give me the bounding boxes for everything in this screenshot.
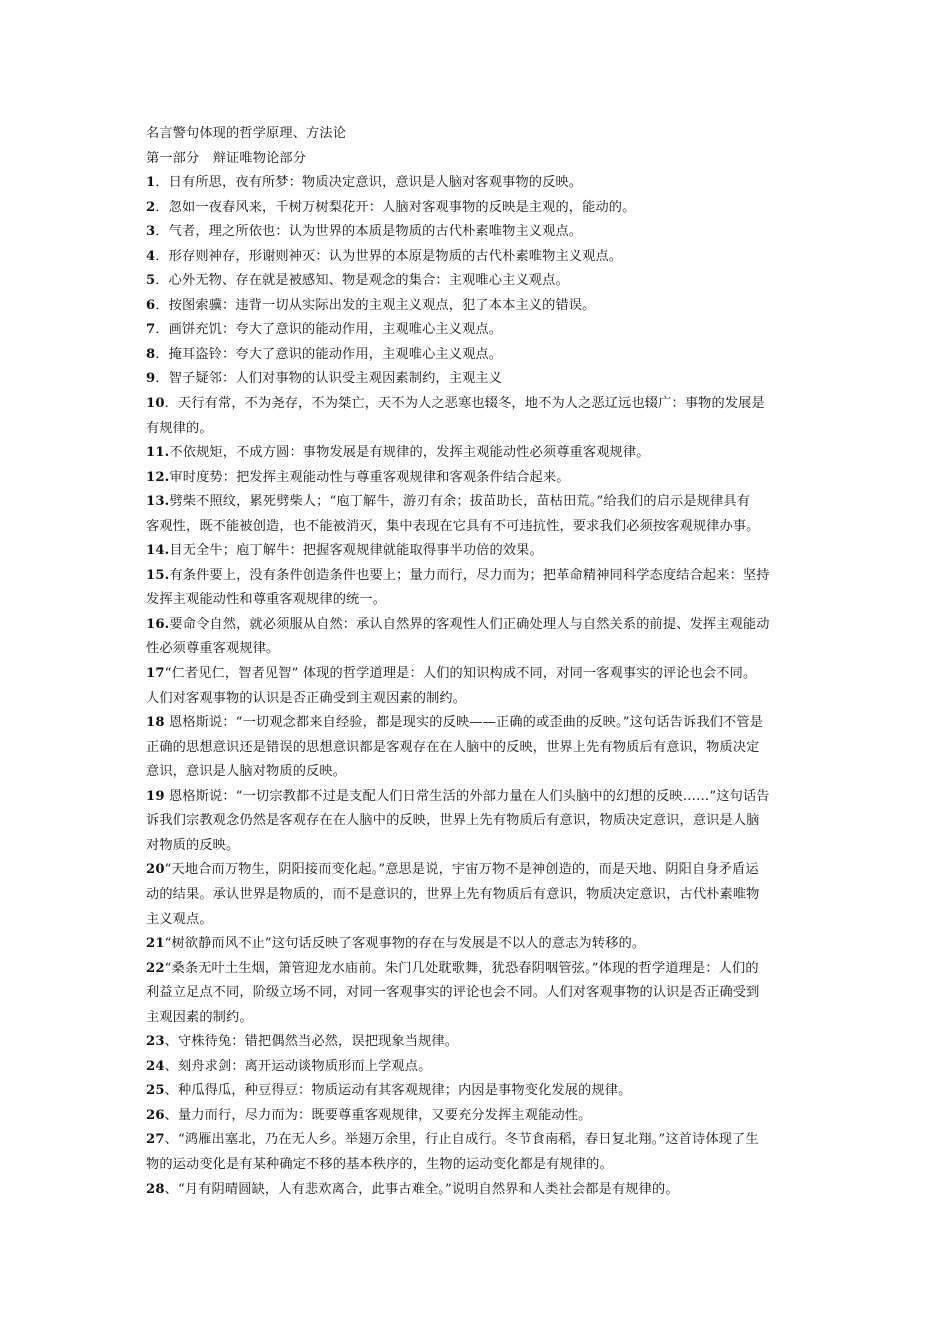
text-line xyxy=(146,245,814,270)
text-line xyxy=(146,662,814,687)
item-number: 6 xyxy=(146,297,156,313)
item-text: ．气者，理之所依也：认为世界的本质是物质的古代朴素唯物主义观点。 xyxy=(155,224,583,240)
item-text: 、“鸿雁出塞北，乃在无人乡。举翅万余里，行止自成行。冬节食南稻，春日复北翔。”这首诗体现了生 xyxy=(164,1132,759,1148)
item-text: “天地合而万物生，阴阳接而变化起。”意思是说，宇宙万物不是神创造的，而是天地、阴阳自身矛盾运 xyxy=(164,862,759,878)
text-line xyxy=(146,441,814,466)
text-line xyxy=(146,760,814,785)
item-number: 19 xyxy=(146,788,165,804)
item-text: “树欲静而风不止”这句话反映了客观事物的存在与发展是不以人的意志为转移的。 xyxy=(164,936,646,952)
text-line xyxy=(146,687,814,712)
item-text: 性必须尊重客观规律。 xyxy=(146,641,280,657)
text-line xyxy=(146,957,814,982)
text-line xyxy=(146,196,814,221)
text-line xyxy=(146,294,814,319)
text-line xyxy=(146,1006,814,1031)
text-line xyxy=(146,1153,814,1178)
item-number: 5 xyxy=(146,273,156,289)
text-line xyxy=(146,564,814,589)
text-line xyxy=(146,809,814,834)
text-line xyxy=(146,1128,814,1153)
text-line xyxy=(146,1178,814,1203)
text-line xyxy=(146,785,814,810)
item-number: 26 xyxy=(146,1107,165,1123)
item-text: ．智子疑邻：人们对事物的认识受主观因素制约，主观主义 xyxy=(155,371,503,387)
item-text: 诉我们宗教观念仍然是客观存在在人脑中的反映，世界上先有物质后有意识，物质决定意识，意识是人脑 xyxy=(146,813,760,829)
item-text: 对物质的反映。 xyxy=(146,837,240,853)
item-number: 21 xyxy=(146,936,165,952)
text-line xyxy=(146,1055,814,1080)
item-text: ．掩耳盗铃：夸大了意识的能动作用，主观唯心主义观点。 xyxy=(155,346,503,362)
text-line xyxy=(146,1079,814,1104)
text-line xyxy=(146,417,814,442)
item-text: 、“月有阴晴圆缺，人有悲欢离合，此事古难全。”说明自然界和人类社会都是有规律的。 xyxy=(164,1181,679,1197)
item-text: 目无全牛；庖丁解牛：把握客观规律就能取得事半功倍的效果。 xyxy=(169,543,543,559)
item-number: 12. xyxy=(146,469,170,485)
item-text: ．忽如一夜春风来，千树万树梨花开：人脑对客观事物的反映是主观的，能动的。 xyxy=(155,199,636,215)
text-line xyxy=(146,343,814,368)
item-number: 8 xyxy=(146,346,156,362)
text-line xyxy=(146,515,814,540)
text-line xyxy=(146,613,814,638)
item-text: ．画饼充饥：夸大了意识的能动作用，主观唯心主义观点。 xyxy=(155,322,503,338)
item-text: ．按图索骥：违背一切从实际出发的主观主义观点，犯了本本主义的错误。 xyxy=(155,297,596,313)
text-line xyxy=(146,490,814,515)
text-line xyxy=(146,858,814,883)
item-number: 16. xyxy=(146,616,170,632)
text-line xyxy=(146,1104,814,1129)
item-number: 4 xyxy=(146,248,156,264)
item-text: “仁者见仁，智者见智” 体现的哲学道理是：人们的知识构成不同，对同一客观事实的评论也会不同。 xyxy=(164,666,757,682)
item-number: 28 xyxy=(146,1181,165,1197)
item-number: 25 xyxy=(146,1083,165,1099)
item-number: 1 xyxy=(146,175,156,191)
item-text: 、守株待兔：错把偶然当必然，误把现象当规律。 xyxy=(164,1034,459,1050)
item-text: 劈柴不照纹，累死劈柴人；“庖丁解牛，游刃有余；拔苗助长，苗枯田荒。”给我们的启示是规律具有 xyxy=(169,494,751,510)
item-text: 物的运动变化是有某种确定不移的基本秩序的，生物的运动变化都是有规律的。 xyxy=(146,1156,613,1172)
item-text: 人们对客观事物的认识是否正确受到主观因素的制约。 xyxy=(146,690,467,706)
section-heading: 第一部分 辩证唯物论部分 xyxy=(146,150,307,166)
text-line xyxy=(146,908,814,933)
item-number: 20 xyxy=(146,862,165,878)
item-text: 有条件要上，没有条件创造条件也要上；量力而行，尽力而为；把革命精神同科学态度结合起来：坚持 xyxy=(169,567,770,583)
item-text: 主义观点。 xyxy=(146,911,213,927)
item-text: 正确的思想意识还是错误的思想意识都是客观存在在人脑中的反映，世界上先有物质后有意识，物质决定 xyxy=(146,739,760,755)
text-line xyxy=(146,171,814,196)
item-number: 17 xyxy=(146,666,165,682)
item-number: 23 xyxy=(146,1034,165,1050)
item-number: 27 xyxy=(146,1132,165,1148)
text-line xyxy=(146,588,814,613)
item-text: 恩格斯说：“一切宗教都不过是支配人们日常生活的外部力量在人们头脑中的幻想的反映……”这句话告 xyxy=(164,788,770,804)
item-number: 11. xyxy=(146,445,170,461)
text-line xyxy=(146,466,814,491)
item-text: ．日有所思，夜有所梦：物质决定意识，意识是人脑对客观事物的反映。 xyxy=(155,175,583,191)
document-body xyxy=(146,171,814,1202)
item-text: 客观性，既不能被创造，也不能被消灭，集中表现在它具有不可违抗性，要求我们必须按客观规律办事。 xyxy=(146,518,760,534)
item-text: 要命令自然，就必须服从自然：承认自然界的客观性人们正确处理人与自然关系的前提、发挥主观能动 xyxy=(169,616,770,632)
item-number: 14. xyxy=(146,543,170,559)
item-text: 审时度势：把发挥主观能动性与尊重客观规律和客观条件结合起来。 xyxy=(169,469,570,485)
item-text: 、刻舟求剑：离开运动谈物质形而上学观点。 xyxy=(164,1058,432,1074)
item-text: ．形存则神存，形谢则神灭：认为世界的本原是物质的古代朴素唯物主义观点。 xyxy=(155,248,623,264)
text-line xyxy=(146,736,814,761)
text-line xyxy=(146,711,814,736)
item-text: 动的结果。承认世界是物质的，而不是意识的，世界上先有物质后有意识，物质决定意识，古代朴素唯物 xyxy=(146,886,760,902)
text-line xyxy=(146,637,814,662)
text-line xyxy=(146,539,814,564)
item-number: 22 xyxy=(146,960,165,976)
text-line xyxy=(146,392,814,417)
item-number: 10 xyxy=(146,396,165,412)
item-text: ．天行有常，不为尧存，不为桀亡，天不为人之恶寒也辍冬，地不为人之恶辽远也辍广：事物的发展是 xyxy=(164,396,765,412)
item-number: 3 xyxy=(146,224,156,240)
item-text: 有规律的。 xyxy=(146,420,213,436)
item-text: 、种瓜得瓜，种豆得豆：物质运动有其客观规律；内因是事物变化发展的规律。 xyxy=(164,1083,632,1099)
document-title: 名言警句体现的哲学原理、方法论 xyxy=(146,126,347,141)
item-text: 恩格斯说：“一切观念都来自经验，都是现实的反映——正确的或歪曲的反映。”这句话告诉我们不管是 xyxy=(164,715,764,731)
item-number: 18 xyxy=(146,715,165,731)
text-line xyxy=(146,1030,814,1055)
text-line xyxy=(146,220,814,245)
item-text: ．心外无物、存在就是被感知、物是观念的集合：主观唯心主义观点。 xyxy=(155,273,569,289)
item-number: 15. xyxy=(146,567,170,583)
item-number: 13. xyxy=(146,494,170,510)
text-line xyxy=(146,834,814,859)
text-line xyxy=(146,367,814,392)
text-line xyxy=(146,318,814,343)
item-text: 主观因素的制约。 xyxy=(146,1009,253,1025)
item-text: “桑条无叶土生烟，箫管迎龙水庙前。朱门几处耽歌舞，犹恐春阴咽管弦。”体现的哲学道理是：人们的 xyxy=(164,960,759,976)
item-number: 2 xyxy=(146,199,156,215)
item-text: 、量力而行，尽力而为：既要尊重客观规律，又要充分发挥主观能动性。 xyxy=(164,1107,592,1123)
item-number: 9 xyxy=(146,371,156,387)
item-number: 7 xyxy=(146,322,156,338)
item-text: 利益立足点不同，阶级立场不同，对同一客观事实的评论也会不同。人们对客观事物的认识是否正确受到 xyxy=(146,985,760,1001)
item-text: 意识，意识是人脑对物质的反映。 xyxy=(146,764,347,780)
text-line xyxy=(146,269,814,294)
text-line xyxy=(146,883,814,908)
item-text: 发挥主观能动性和尊重客观规律的统一。 xyxy=(146,592,387,608)
item-number: 24 xyxy=(146,1058,165,1074)
text-line xyxy=(146,981,814,1006)
text-line xyxy=(146,932,814,957)
item-text: 不依规矩，不成方圆：事物发展是有规律的，发挥主观能动性必须尊重客观规律。 xyxy=(169,445,650,461)
